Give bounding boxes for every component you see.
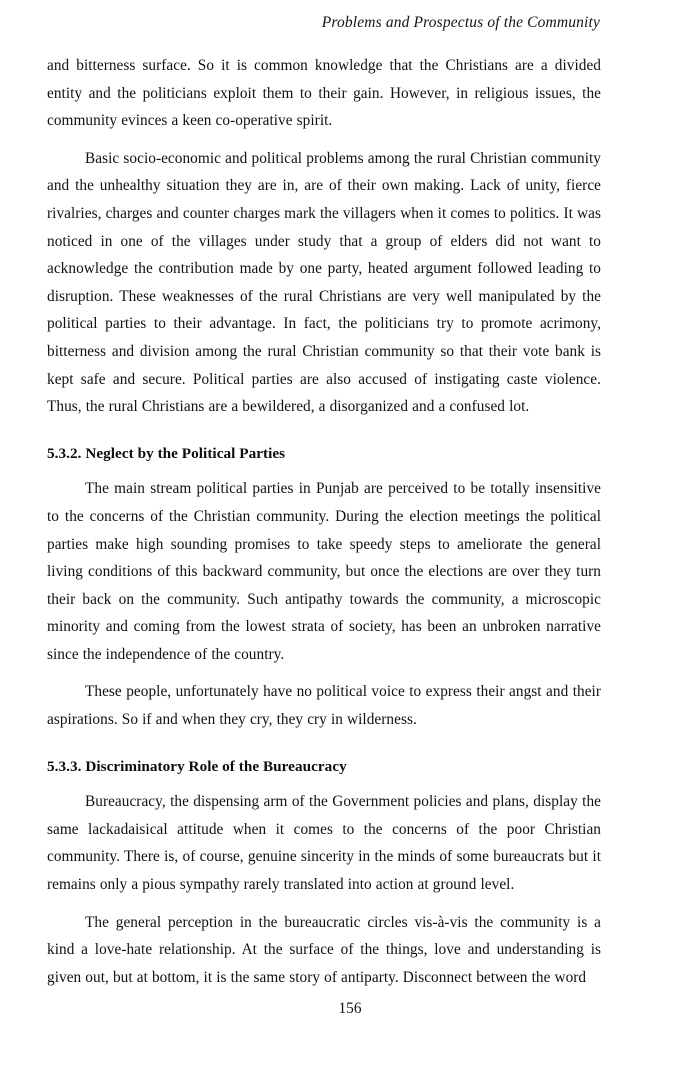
running-head: Problems and Prospectus of the Community bbox=[321, 14, 600, 31]
page-body bbox=[47, 52, 601, 991]
paragraph-continuation: and bitterness surface. So it is common knowledge that the Christians are a divided entity and the politicians exploit them to their gain. However, in religious issues, the community evinces a keen co-operative spirit. bbox=[47, 57, 601, 130]
section-heading-5-3-3: 5.3.3. Discriminatory Role of the Bureaucracy bbox=[47, 757, 347, 775]
paragraph-these-people: These people, unfortunately have no political voice to express their angst and their aspirations. So if and when they cry, they cry in wilderness. bbox=[47, 683, 601, 729]
paragraph-basic-socio-economic: Basic socio-economic and political problems among the rural Christian community and the unhealthy situation they are in, are of their own making. Lack of unity, fierce rivalries, charges and counter charges mark the villagers when it comes to politics. It was noticed in one of the villages under study that a group of elders did not want to acknowledge the contribution made by one party, heated argument followed leading to disruption. These weaknesses of the rural Christians are very well manipulated by the political parties to their advantage. In fact, the politicians try to promote acrimony, bitterness and division among the rural Christian community so that their vote bank is kept safe and secure. Political parties are also accused of instigating caste violence. Thus, the rural Christians are a bewildered, a disorganized and a confused lot. bbox=[47, 149, 601, 416]
section-heading-5-3-2: 5.3.2. Neglect by the Political Parties bbox=[47, 444, 286, 462]
page-number: 156 bbox=[338, 1000, 362, 1017]
paragraph-main-stream-parties: The main stream political parties in Punjab are perceived to be totally insensitive to the concerns of the Christian community. During the election meetings the political parties make high sounding promises to take speedy steps to ameliorate the general living conditions of this backward community, but once the elections are over they turn their back on the community. Such antipathy towards the community, a microscopic minority and coming from the lowest strata of society, has been an unbroken narrative since the independence of the country. bbox=[47, 480, 601, 663]
paragraph-general-perception: The general perception in the bureaucratic circles vis-à-vis the community is a kind a love-hate relationship. At the surface of the things, love and understanding is given out, but at bottom, it is the same story of antiparty. Disconnect between the word bbox=[47, 913, 601, 986]
paragraph-bureaucracy: Bureaucracy, the dispensing arm of the Government policies and plans, display the same lackadaisical attitude when it comes to the concerns of the poor Christian community. There is, of course, genuine sincerity in the minds of some bureaucrats but it remains only a pious sympathy rarely translated into action at ground level. bbox=[47, 793, 601, 894]
